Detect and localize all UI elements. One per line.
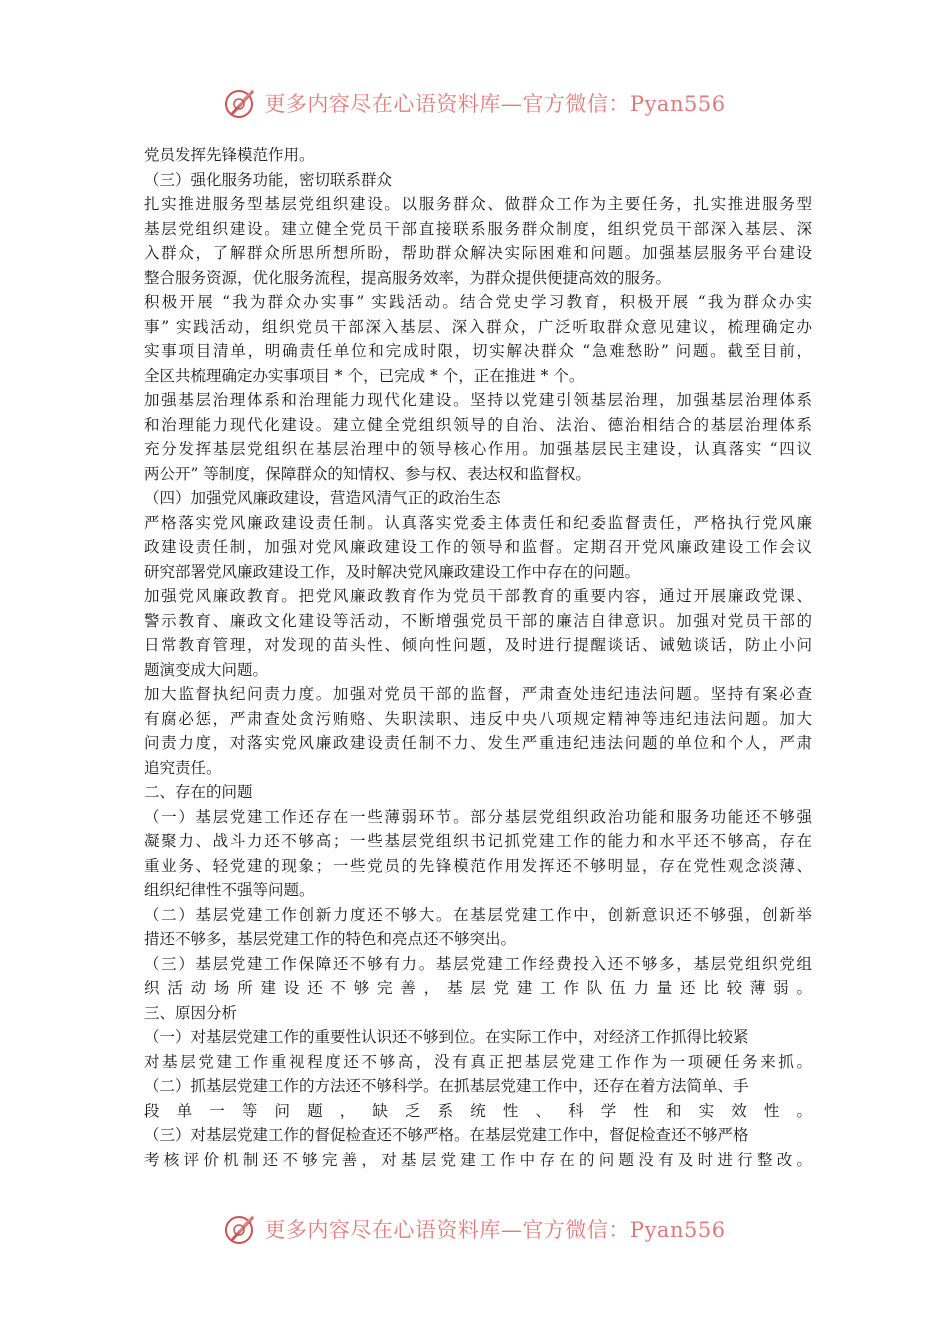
text-line: 织活动场所建设还不够完善，基层党建工作队伍力量还比较薄弱。: [144, 979, 812, 997]
text-line: 日常教育管理，对发现的苗头性、倾向性问题，及时进行提醒谈话、诫勉谈话，防止小问: [144, 636, 812, 654]
text-line: 党员发挥先锋模范作用。: [144, 146, 315, 164]
text-line: 二、存在的问题: [144, 783, 253, 801]
footer-watermark-text: 更多内容尽在心语资料库—官方微信：Pyan556: [264, 1218, 726, 1242]
text-line: 全区共梳理确定办实事项目 * 个，已完成 * 个，正在推进 * 个。: [144, 366, 585, 385]
text-line: 整合服务资源，优化服务流程，提高服务效率，为群众提供便捷高效的服务。: [144, 268, 672, 287]
text-line: 加大监督执纪问责力度。加强对党员干部的监督，严肃查处违纪违法问题。坚持有案必查: [144, 685, 812, 703]
text-line: 扎实推进服务型基层党组织建设。以服务群众、做群众工作为主要任务，扎实推进服务型: [144, 195, 812, 213]
header-watermark-banner: [0, 86, 950, 120]
text-line: 段单一等问题，缺乏系统性、科学性和实效性。: [144, 1101, 812, 1120]
text-line: 对基层党建工作重视程度还不够高，没有真正把基层党建工作作为一项硬任务来抓。: [144, 1052, 812, 1071]
text-line: 重业务、轻党建的现象；一些党员的先锋模范作用发挥还不够明显，存在党性观念淡薄、: [144, 856, 812, 875]
text-line: （三）强化服务功能，密切联系群众: [144, 170, 393, 189]
text-line: 充分发挥基层党组织在基层治理中的领导核心作用。加强基层民主建设，认真落实 “四议: [144, 440, 812, 458]
text-line: 有腐必惩，严肃查处贪污贿赂、失职渎职、违反中央八项规定精神等违纪违法问题。加大: [144, 709, 812, 728]
quill-pen-logo-icon: [224, 1212, 258, 1246]
text-line: 追究责任。: [144, 758, 222, 777]
text-line: 措还不够多，基层党建工作的特色和亮点还不够突出。: [144, 930, 517, 948]
text-line: 警示教育、廉政文化建设等活动，不断增强党员干部的廉洁自律意识。加强对党员干部的: [144, 611, 812, 630]
text-line: 研究部署党风廉政建设工作，及时解决党风廉政建设工作中存在的问题。: [144, 562, 641, 581]
quill-pen-logo-icon: [224, 86, 258, 120]
text-line: （二）基层党建工作创新力度还不够大。在基层党建工作中，创新意识还不够强，创新举: [144, 905, 812, 924]
text-line: 基层党组织建设。建立健全党员干部直接联系服务群众制度，组织党员干部深入基层、深: [144, 219, 812, 238]
text-line: 加强党风廉政教育。把党风廉政教育作为党员干部教育的重要内容，通过开展廉政党课、: [144, 587, 812, 605]
text-line: 和治理能力现代化建设。建立健全党组织领导的自治、法治、德治相结合的基层治理体系: [144, 415, 812, 434]
footer-watermark-banner: [0, 1212, 950, 1246]
text-line: 考核评价机制还不够完善，对基层党建工作中存在的问题没有及时进行整改。: [144, 1150, 812, 1169]
text-line: 三、原因分析: [144, 1003, 238, 1022]
text-line: 组织纪律性不强等问题。: [144, 881, 315, 899]
text-line: 入群众，了解群众所思所想所盼，帮助群众解决实际困难和问题。加强基层服务平台建设: [144, 244, 812, 262]
text-line: 严格落实党风廉政建设责任制。认真落实党委主体责任和纪委监督责任，严格执行党风廉: [144, 513, 812, 532]
text-line: 凝聚力、战斗力还不够高；一些基层党组织书记抓党建工作的能力和水平还不够高，存在: [144, 832, 812, 850]
text-line: 实事项目清单，明确责任单位和完成时限，切实解决群众 “急难愁盼” 问题。截至目前，: [144, 342, 812, 360]
text-line: 加强基层治理体系和治理能力现代化建设。坚持以党建引领基层治理，加强基层治理体系: [144, 391, 812, 409]
text-line: 两公开” 等制度，保障群众的知情权、参与权、表达权和监督权。: [144, 464, 591, 483]
text-line: （三）对基层党建工作的督促检查还不够严格。在基层党建工作中，督促检查还不够严格: [144, 1126, 749, 1144]
text-line: （三）基层党建工作保障还不够有力。基层党建工作经费投入还不够多，基层党组织党组: [144, 954, 812, 973]
document-body: [144, 143, 812, 1172]
text-line: 积极开展 “我为群众办实事” 实践活动。结合党史学习教育，积极开展 “我为群众办实: [144, 293, 812, 311]
text-line: 事” 实践活动，组织党员干部深入基层、深入群众，广泛听取群众意见建议，梳理确定办: [144, 317, 812, 336]
text-line: （一）对基层党建工作的重要性认识还不够到位。在实际工作中，对经济工作抓得比较紧: [144, 1028, 749, 1046]
header-watermark-text: 更多内容尽在心语资料库—官方微信：Pyan556: [264, 92, 726, 116]
text-line: （一）基层党建工作还存在一些薄弱环节。部分基层党组织政治功能和服务功能还不够强: [144, 807, 812, 826]
text-line: 问责力度，对落实党风廉政建设责任制不力、发生严重违纪违法问题的单位和个人，严肃: [144, 734, 812, 752]
text-line: （二）抓基层党建工作的方法还不够科学。在抓基层党建工作中，还存在着方法简单、手: [144, 1077, 749, 1095]
text-line: （四）加强党风廉政建设，营造风清气正的政治生态: [144, 489, 501, 507]
text-line: 题演变成大问题。: [144, 660, 269, 679]
text-line: 政建设责任制，加强对党风廉政建设工作的领导和监督。定期召开党风廉政建设工作会议: [144, 538, 812, 556]
